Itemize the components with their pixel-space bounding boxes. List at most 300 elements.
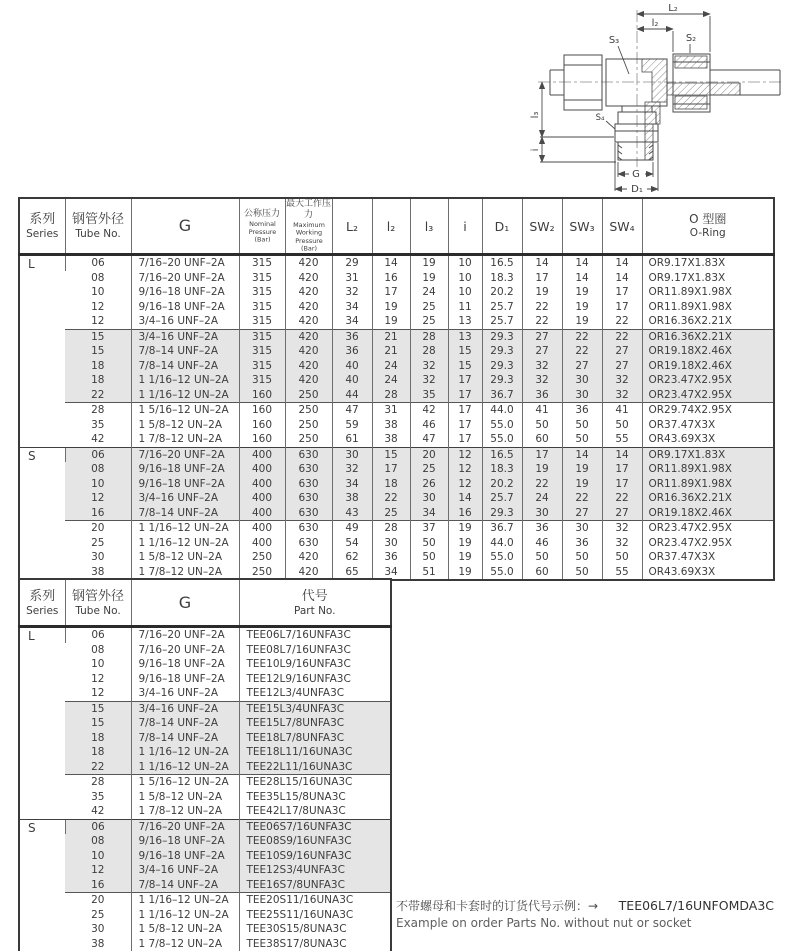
part-no-cell: TEE28L15/16UNA3C <box>239 775 391 790</box>
dim-D1-cell: 29.3 <box>482 373 522 388</box>
nominal-pressure-cell: 315 <box>239 373 285 388</box>
thread-g-cell: 9/16–18 UNF–2A <box>131 462 239 477</box>
dim-SW2-cell: 32 <box>522 373 562 388</box>
thread-g-cell: 9/16–18 UNF–2A <box>131 672 239 687</box>
dim-L2-cell: 47 <box>332 403 372 418</box>
dim-label-S2: S₂ <box>685 33 697 44</box>
max-pressure-cell: 420 <box>285 300 332 315</box>
tube-no-cell: 15 <box>65 344 131 359</box>
dim-SW2-cell: 17 <box>522 271 562 286</box>
dim-SW2-cell: 22 <box>522 300 562 315</box>
dim-D1-cell: 36.7 <box>482 521 522 536</box>
dim-SW3-cell: 19 <box>562 314 602 329</box>
dim-label-l2: l₂ <box>651 18 659 29</box>
nominal-pressure-cell: 160 <box>239 418 285 433</box>
thread-g-cell: 1 1/16–12 UN–2A <box>131 373 239 388</box>
thread-g-cell: 7/16–20 UNF–2A <box>131 643 239 658</box>
dim-D1-cell: 55.0 <box>482 418 522 433</box>
dim-i-cell: 17 <box>448 373 482 388</box>
dim-L2-cell: 62 <box>332 550 372 565</box>
dim-SW3-cell: 50 <box>562 432 602 447</box>
nominal-pressure-cell: 400 <box>239 491 285 506</box>
part-no-cell: TEE18L7/8UNFA3C <box>239 731 391 746</box>
thread-g-cell: 3/4–16 UNF–2A <box>131 701 239 716</box>
dim-label-S3: S₃ <box>608 35 620 46</box>
header-i: i <box>448 198 482 255</box>
dim-SW4-cell: 32 <box>602 536 642 551</box>
dim-SW3-cell: 22 <box>562 491 602 506</box>
dim-SW2-cell: 36 <box>522 521 562 536</box>
thread-g-cell: 7/16–20 UNF–2A <box>131 447 239 462</box>
dim-SW2-cell: 60 <box>522 432 562 447</box>
dim-D1-cell: 18.3 <box>482 462 522 477</box>
max-pressure-cell: 630 <box>285 491 332 506</box>
dim-D1-cell: 25.7 <box>482 314 522 329</box>
section-hatching <box>642 56 740 160</box>
part-no-cell: TEE08L7/16UNFA3C <box>239 643 391 658</box>
tee-fitting-section-drawing <box>530 2 788 194</box>
header-tube-no: 钢管外径 Tube No. <box>65 198 131 255</box>
dim-l3-cell: 28 <box>410 329 448 344</box>
dim-SW4-cell: 32 <box>602 388 642 403</box>
dim-l2-cell: 38 <box>372 418 410 433</box>
part-no-cell: TEE15L7/8UNFA3C <box>239 716 391 731</box>
dim-SW3-cell: 27 <box>562 506 602 521</box>
tube-no-cell: 12 <box>91 315 105 327</box>
dim-SW4-cell: 55 <box>602 432 642 447</box>
nominal-pressure-cell: 315 <box>239 359 285 374</box>
dim-D1-cell: 20.2 <box>482 285 522 300</box>
tube-no-cell: 12 <box>91 687 105 699</box>
nominal-pressure-cell: 400 <box>239 447 285 462</box>
table-row <box>19 506 774 521</box>
thread-g-cell: 1 1/16–12 UN–2A <box>131 760 239 775</box>
max-pressure-cell: 420 <box>285 255 332 271</box>
table-row <box>19 432 774 447</box>
dim-i-cell: 19 <box>448 565 482 581</box>
nominal-pressure-cell: 400 <box>239 477 285 492</box>
dim-label-l3: l₃ <box>530 111 541 119</box>
dim-i-cell: 15 <box>448 359 482 374</box>
dim-D1-cell: 55.0 <box>482 432 522 447</box>
thread-g-cell: 3/4–16 UNF–2A <box>131 491 239 506</box>
dim-SW3-cell: 30 <box>562 373 602 388</box>
order-example-code: TEE06L7/16UNFOMDA3C <box>618 898 774 913</box>
max-pressure-cell: 630 <box>285 506 332 521</box>
dim-l2-cell: 24 <box>372 359 410 374</box>
tube-no-cell: 10 <box>65 477 131 492</box>
header-tube-no: 钢管外径 Tube No. <box>65 579 131 627</box>
dim-SW3-cell: 22 <box>562 329 602 344</box>
thread-g-cell: 1 5/8–12 UN–2A <box>131 790 239 805</box>
table-row <box>19 834 391 849</box>
thread-g-cell: 7/8–14 UNF–2A <box>131 716 239 731</box>
dim-D1-cell: 16.5 <box>482 447 522 462</box>
dim-SW4-cell: 14 <box>602 447 642 462</box>
dim-SW2-cell: 19 <box>522 285 562 300</box>
dim-L2-cell: 38 <box>332 491 372 506</box>
dim-L2-cell: 36 <box>332 329 372 344</box>
tube-no-cell: 25 <box>91 536 105 549</box>
part-no-cell: TEE38S17/8UNA3C <box>239 937 391 951</box>
o-ring-cell: OR43.69X3X <box>642 565 774 581</box>
dim-SW3-cell: 27 <box>562 359 602 374</box>
nominal-pressure-cell: 400 <box>239 536 285 551</box>
dim-table-body <box>19 255 774 581</box>
max-pressure-cell: 250 <box>285 432 332 447</box>
thread-g-cell: 1 1/16–12 UN–2A <box>131 388 239 403</box>
dim-l3-cell: 25 <box>410 300 448 315</box>
header-nominal-pressure: 公称压力 Nominal Pressure (Bar) <box>239 198 285 255</box>
dim-l2-cell: 14 <box>372 255 410 271</box>
dim-D1-cell: 25.7 <box>482 300 522 315</box>
header-series: 系列 Series <box>19 198 65 255</box>
series-cell: S <box>19 447 65 580</box>
thread-g-cell: 3/4–16 UNF–2A <box>131 863 239 878</box>
dim-L2-cell: 49 <box>332 521 372 536</box>
dim-l3-cell: 46 <box>410 418 448 433</box>
order-note-en: Example on order Parts No. without nut or socket <box>396 916 692 930</box>
tube-no-cell: 28 <box>65 775 131 790</box>
tube-no-cell: 06 <box>65 819 131 834</box>
dim-L2-cell: 61 <box>332 432 372 447</box>
dim-l2-cell: 25 <box>372 506 410 521</box>
dim-SW4-cell: 17 <box>602 462 642 477</box>
part-no-cell: TEE06L7/16UNFA3C <box>239 627 391 643</box>
dim-SW4-cell: 14 <box>602 255 642 271</box>
part-no-cell: TEE10L9/16UNFA3C <box>239 657 391 672</box>
tube-no-cell: 18 <box>65 731 131 746</box>
tube-no-cell: 35 <box>91 418 105 431</box>
tube-no-cell: 18 <box>65 373 131 388</box>
o-ring-cell: OR11.89X1.98X <box>642 462 774 477</box>
tube-no-cell: 10 <box>91 286 105 298</box>
o-ring-cell: OR37.47X3X <box>642 418 774 433</box>
header-o-ring: O 型圈 O-Ring <box>642 198 774 255</box>
thread-g-cell: 3/4–16 UNF–2A <box>131 329 239 344</box>
table-row <box>19 849 391 864</box>
table-row <box>19 627 391 643</box>
max-pressure-cell: 420 <box>285 314 332 329</box>
dim-SW2-cell: 17 <box>522 447 562 462</box>
dim-SW3-cell: 36 <box>562 403 602 418</box>
tube-no-cell: 18 <box>65 359 131 374</box>
table-row <box>19 878 391 893</box>
thread-g-cell: 1 5/8–12 UN–2A <box>131 922 239 937</box>
table-row <box>19 550 774 565</box>
o-ring-cell: OR9.17X1.83X <box>642 447 774 462</box>
dim-D1-cell: 25.7 <box>482 491 522 506</box>
dim-SW3-cell: 14 <box>562 271 602 286</box>
dim-i-cell: 17 <box>448 403 482 418</box>
part-no-cell: TEE10S9/16UNFA3C <box>239 849 391 864</box>
dim-i-cell: 12 <box>448 477 482 492</box>
dim-L2-cell: 59 <box>332 418 372 433</box>
thread-g-cell: 9/16–18 UNF–2A <box>131 657 239 672</box>
header-l2: l₂ <box>372 198 410 255</box>
part-no-cell: TEE35L15/8UNA3C <box>239 790 391 805</box>
header-SW2: SW₂ <box>522 198 562 255</box>
dim-SW2-cell: 22 <box>522 314 562 329</box>
dim-l3-cell: 25 <box>410 462 448 477</box>
dim-label-D1: D₁ <box>631 184 643 194</box>
max-pressure-cell: 630 <box>285 521 332 536</box>
series-cell: S <box>19 819 65 951</box>
dim-label-G: G <box>632 169 640 180</box>
dim-l2-cell: 16 <box>372 271 410 286</box>
thread-g-cell: 1 1/16–12 UN–2A <box>131 521 239 536</box>
nominal-pressure-cell: 315 <box>239 271 285 286</box>
thread-g-cell: 9/16–18 UNF–2A <box>131 300 239 315</box>
thread-g-cell: 7/16–20 UNF–2A <box>131 819 239 834</box>
dim-l3-cell: 26 <box>410 477 448 492</box>
thread-g-cell: 7/8–14 UNF–2A <box>131 731 239 746</box>
dim-SW4-cell: 27 <box>602 506 642 521</box>
table-row <box>19 701 391 716</box>
table-row <box>19 329 774 344</box>
table-row <box>19 388 774 403</box>
o-ring-cell: OR16.36X2.21X <box>642 314 774 329</box>
dim-SW4-cell: 22 <box>602 314 642 329</box>
thread-g-cell: 1 5/16–12 UN–2A <box>131 403 239 418</box>
thread-g-cell: 9/16–18 UNF–2A <box>131 849 239 864</box>
dim-SW4-cell: 17 <box>602 300 642 315</box>
dim-l2-cell: 15 <box>372 447 410 462</box>
part-no-cell: TEE12L3/4UNFA3C <box>239 686 391 701</box>
header-SW3: SW₃ <box>562 198 602 255</box>
nominal-pressure-cell: 315 <box>239 300 285 315</box>
dim-SW4-cell: 14 <box>602 271 642 286</box>
dim-l2-cell: 36 <box>372 550 410 565</box>
dim-SW3-cell: 22 <box>562 344 602 359</box>
dim-l2-cell: 30 <box>372 536 410 551</box>
part-table-body <box>19 627 391 951</box>
header-thread-g: G <box>131 579 239 627</box>
dim-i-cell: 19 <box>448 536 482 551</box>
dim-i-cell: 10 <box>448 255 482 271</box>
tube-no-cell: 15 <box>65 701 131 716</box>
o-ring-cell: OR19.18X2.46X <box>642 359 774 374</box>
dim-SW2-cell: 41 <box>522 403 562 418</box>
thread-g-cell: 7/8–14 UNF–2A <box>131 506 239 521</box>
thread-g-cell: 1 5/16–12 UN–2A <box>131 775 239 790</box>
tube-no-cell: 20 <box>65 521 131 536</box>
dim-l3-cell: 30 <box>410 491 448 506</box>
table-row <box>19 893 391 908</box>
dim-D1-cell: 29.3 <box>482 359 522 374</box>
dim-D1-cell: 36.7 <box>482 388 522 403</box>
table-row <box>19 255 774 271</box>
thread-g-cell: 7/8–14 UNF–2A <box>131 878 239 893</box>
dim-D1-cell: 44.0 <box>482 536 522 551</box>
part-no-cell: TEE18L11/16UNA3C <box>239 745 391 760</box>
nominal-pressure-cell: 400 <box>239 506 285 521</box>
thread-g-cell: 7/8–14 UNF–2A <box>131 359 239 374</box>
part-no-cell: TEE20S11/16UNA3C <box>239 893 391 908</box>
nominal-pressure-cell: 315 <box>239 344 285 359</box>
dim-SW2-cell: 32 <box>522 359 562 374</box>
table-row <box>19 373 774 388</box>
dim-SW4-cell: 50 <box>602 418 642 433</box>
thread-g-cell: 1 1/16–12 UN–2A <box>131 536 239 551</box>
thread-g-cell: 1 1/16–12 UN–2A <box>131 893 239 908</box>
o-ring-cell: OR23.47X2.95X <box>642 388 774 403</box>
o-ring-cell: OR23.47X2.95X <box>642 521 774 536</box>
tube-no-cell: 35 <box>91 790 105 803</box>
dim-D1-cell: 29.3 <box>482 344 522 359</box>
o-ring-cell: OR23.47X2.95X <box>642 536 774 551</box>
table-row <box>19 819 391 834</box>
table-row <box>19 908 391 923</box>
tube-no-cell: 20 <box>65 893 131 908</box>
o-ring-cell: OR9.17X1.83X <box>642 271 774 286</box>
dim-l2-cell: 18 <box>372 477 410 492</box>
dim-L2-cell: 44 <box>332 388 372 403</box>
table-row <box>19 285 774 300</box>
dim-l3-cell: 19 <box>410 271 448 286</box>
dim-SW2-cell: 19 <box>522 462 562 477</box>
dim-l2-cell: 21 <box>372 344 410 359</box>
thread-g-cell: 1 7/8–12 UN–2A <box>131 565 239 581</box>
thread-g-cell: 1 7/8–12 UN–2A <box>131 937 239 951</box>
dim-i-cell: 12 <box>448 447 482 462</box>
dim-i-cell: 19 <box>448 521 482 536</box>
tube-no-cell: 08 <box>65 462 131 477</box>
nominal-pressure-cell: 160 <box>239 388 285 403</box>
thread-g-cell: 7/16–20 UNF–2A <box>131 255 239 271</box>
dim-SW3-cell: 19 <box>562 462 602 477</box>
o-ring-cell: OR16.36X2.21X <box>642 329 774 344</box>
dim-l3-cell: 25 <box>410 314 448 329</box>
series-cell: L <box>19 627 65 820</box>
tube-no-cell: 38 <box>91 937 105 950</box>
max-pressure-cell: 420 <box>285 329 332 344</box>
part-no-cell: TEE25S11/16UNA3C <box>239 908 391 923</box>
thread-g-cell: 7/8–14 UNF–2A <box>131 344 239 359</box>
dim-SW2-cell: 14 <box>522 255 562 271</box>
dim-SW4-cell: 32 <box>602 521 642 536</box>
order-note-zh: 不带螺母和卡套时的订货代号示例：→ <box>396 899 599 913</box>
dim-label-i: i <box>530 148 541 152</box>
max-pressure-cell: 250 <box>285 418 332 433</box>
table-row <box>19 804 391 819</box>
dim-SW2-cell: 22 <box>522 477 562 492</box>
o-ring-cell: OR9.17X1.83X <box>642 255 774 271</box>
tube-no-cell: 22 <box>65 760 131 775</box>
dim-l2-cell: 28 <box>372 388 410 403</box>
header-series: 系列 Series <box>19 579 65 627</box>
dim-i-cell: 10 <box>448 285 482 300</box>
tube-no-cell: 08 <box>91 271 105 284</box>
max-pressure-cell: 420 <box>285 550 332 565</box>
dim-l2-cell: 28 <box>372 521 410 536</box>
dim-SW2-cell: 36 <box>522 388 562 403</box>
o-ring-cell: OR29.74X2.95X <box>642 403 774 418</box>
max-pressure-cell: 420 <box>285 271 332 286</box>
nominal-pressure-cell: 400 <box>239 521 285 536</box>
dim-i-cell: 17 <box>448 432 482 447</box>
dim-D1-cell: 44.0 <box>482 403 522 418</box>
dim-i-cell: 17 <box>448 388 482 403</box>
dim-i-cell: 19 <box>448 550 482 565</box>
dim-SW3-cell: 14 <box>562 255 602 271</box>
dim-SW4-cell: 17 <box>602 477 642 492</box>
header-max-working-pressure: 最大工作压力 Maximum Working Pressure (Bar) <box>285 199 331 253</box>
dim-L2-cell: 43 <box>332 506 372 521</box>
part-no-cell: TEE42L17/8UNA3C <box>239 804 391 819</box>
o-ring-cell: OR23.47X2.95X <box>642 373 774 388</box>
dim-SW4-cell: 32 <box>602 373 642 388</box>
max-pressure-cell: 630 <box>285 477 332 492</box>
tube-no-cell: 30 <box>91 923 105 935</box>
nominal-pressure-cell: 160 <box>239 403 285 418</box>
thread-g-cell: 1 1/16–12 UN–2A <box>131 908 239 923</box>
o-ring-cell: OR11.89X1.98X <box>642 477 774 492</box>
table-row <box>19 418 774 433</box>
dim-SW2-cell: 30 <box>522 506 562 521</box>
nominal-pressure-cell: 315 <box>239 329 285 344</box>
dim-l2-cell: 17 <box>372 462 410 477</box>
table-row <box>19 716 391 731</box>
dim-L2-cell: 32 <box>332 462 372 477</box>
table-row <box>19 536 774 551</box>
dim-l3-cell: 32 <box>410 373 448 388</box>
header-D1: D₁ <box>482 198 522 255</box>
dim-D1-cell: 18.3 <box>482 271 522 286</box>
o-ring-cell: OR19.18X2.46X <box>642 506 774 521</box>
dim-D1-cell: 29.3 <box>482 506 522 521</box>
table-row <box>19 462 774 477</box>
tube-no-cell: 06 <box>65 255 131 271</box>
max-pressure-cell: 630 <box>285 447 332 462</box>
tube-no-cell: 16 <box>65 878 131 893</box>
thread-g-cell: 1 7/8–12 UN–2A <box>131 804 239 819</box>
table-row <box>19 359 774 374</box>
tube-no-cell: 25 <box>91 908 105 921</box>
part-no-cell: TEE12S3/4UNFA3C <box>239 863 391 878</box>
o-ring-cell: OR19.18X2.46X <box>642 344 774 359</box>
thread-g-cell: 1 1/16–12 UN–2A <box>131 745 239 760</box>
dim-L2-cell: 65 <box>332 565 372 581</box>
dim-SW2-cell: 46 <box>522 536 562 551</box>
table-row <box>19 863 391 878</box>
tube-no-cell: 18 <box>65 745 131 760</box>
max-pressure-cell: 420 <box>285 373 332 388</box>
tube-no-cell: 42 <box>91 433 105 445</box>
part-no-cell: TEE22L11/16UNA3C <box>239 760 391 775</box>
table-row <box>19 403 774 418</box>
part-no-cell: TEE08S9/16UNFA3C <box>239 834 391 849</box>
dim-L2-cell: 40 <box>332 359 372 374</box>
table-row <box>19 790 391 805</box>
dim-l2-cell: 19 <box>372 300 410 315</box>
tube-no-cell: 38 <box>91 565 105 578</box>
dim-D1-cell: 55.0 <box>482 550 522 565</box>
max-pressure-cell: 420 <box>285 359 332 374</box>
thread-g-cell: 1 5/8–12 UN–2A <box>131 550 239 565</box>
tube-no-cell: 42 <box>91 805 105 817</box>
table-row <box>19 491 774 506</box>
max-pressure-cell: 250 <box>285 403 332 418</box>
tube-no-cell: 10 <box>91 658 105 670</box>
o-ring-cell: OR16.36X2.21X <box>642 491 774 506</box>
nominal-pressure-cell: 315 <box>239 255 285 271</box>
dim-l3-cell: 35 <box>410 388 448 403</box>
max-pressure-cell: 420 <box>285 285 332 300</box>
dim-L2-cell: 34 <box>332 477 372 492</box>
dim-L2-cell: 29 <box>332 255 372 271</box>
dim-i-cell: 16 <box>448 506 482 521</box>
